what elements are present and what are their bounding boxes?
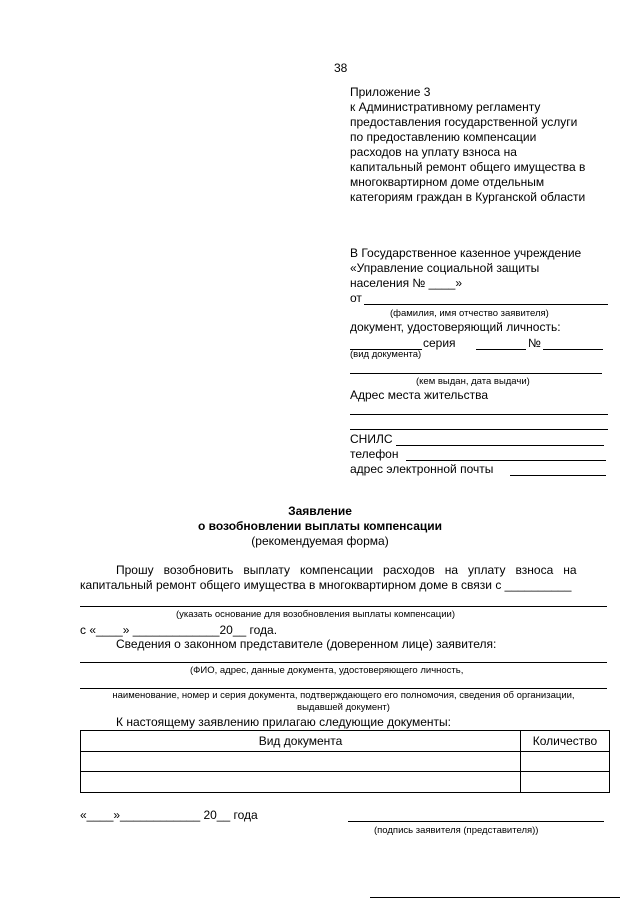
appendix-line: расходов на уплату взноса на: [350, 145, 517, 159]
table-header-row: [81, 731, 610, 752]
resume-date: с «____» _____________20__ года.: [80, 623, 278, 637]
appendix-line: к Административному регламенту: [350, 100, 541, 114]
issued-field[interactable]: [350, 373, 602, 374]
addressee-line: населения № ____»: [350, 276, 462, 290]
phone-label: телефон: [350, 447, 399, 461]
from-hint: (фамилия, имя отчество заявителя): [390, 308, 549, 319]
email-label: адрес электронной почты: [350, 462, 494, 476]
document-subtitle: о возобновлении выплаты компенсации: [197, 519, 443, 533]
table-row: [81, 772, 610, 793]
address-field-1[interactable]: [350, 414, 608, 415]
appendix-line: по предоставлению компенсации: [350, 130, 537, 144]
representative-label: Сведения о законном представителе (доверенном лице) заявителя:: [116, 637, 497, 651]
email-field[interactable]: [510, 475, 606, 476]
table-cell-doc-type[interactable]: [81, 772, 521, 793]
column-header-doc-type: Вид документа: [81, 731, 521, 752]
attachments-label: К настоящему заявлению прилагаю следующие документы:: [116, 715, 452, 729]
page-number: 38: [334, 61, 348, 75]
reason-field[interactable]: [80, 606, 607, 607]
issued-hint: (кем выдан, дата выдачи): [416, 376, 530, 387]
form-note: (рекомендуемая форма): [251, 534, 389, 548]
series-field[interactable]: [476, 349, 526, 350]
representative-hint: выдавшей документ): [297, 702, 390, 713]
representative-hint: (ФИО, адрес, данные документа, удостоверяющего личность,: [190, 665, 464, 676]
snils-field[interactable]: [396, 445, 604, 446]
appendix-line: капитальный ремонт общего имущества в: [350, 160, 586, 174]
address-label: Адрес места жительства: [350, 388, 489, 402]
document-title: Заявление: [288, 504, 352, 518]
addressee-line: «Управление социальной защиты: [350, 261, 540, 275]
representative-field-2[interactable]: [80, 688, 607, 689]
signature-hint: (подпись заявителя (представителя)): [374, 825, 539, 836]
appendix-line: многоквартирном доме отдельным: [350, 175, 545, 189]
number-label: №: [528, 336, 541, 350]
address-field-2[interactable]: [350, 429, 608, 430]
appendix-line: предоставления государственной услуги: [350, 115, 578, 129]
table-cell-quantity[interactable]: [521, 772, 610, 793]
appendix-line: Приложение 3: [350, 85, 431, 99]
request-text-line1: Прошу возобновить выплату компенсации расходов на уплату взноса на: [116, 563, 577, 577]
phone-field[interactable]: [406, 460, 606, 461]
addressee-line: В Государственное казенное учреждение: [350, 246, 582, 260]
series-label: серия: [423, 336, 456, 350]
documents-table: [80, 730, 610, 793]
from-label: от: [350, 291, 362, 305]
doc-type-hint: (вид документа): [350, 349, 422, 360]
id-doc-label: документ, удостоверяющий личность:: [350, 320, 561, 334]
table-cell-quantity[interactable]: [521, 752, 610, 772]
representative-hint: наименование, номер и серия документа, подтверждающего его полномочия, сведения об организации,: [112, 690, 575, 701]
from-field[interactable]: [364, 304, 608, 305]
signature-field[interactable]: [348, 821, 604, 822]
appendix-line: категориям граждан в Курганской области: [350, 190, 586, 204]
representative-field-1[interactable]: [80, 662, 607, 663]
reason-hint: (указать основание для возобновления выплаты компенсации): [176, 609, 456, 620]
number-field[interactable]: [543, 349, 603, 350]
column-header-quantity: Количество: [521, 731, 610, 752]
table-cell-doc-type[interactable]: [81, 752, 521, 772]
table-row: [81, 752, 610, 772]
page-bottom-rule: [370, 897, 620, 898]
snils-label: СНИЛС: [350, 432, 393, 446]
signature-date: «____»____________ 20__ года: [80, 808, 258, 822]
request-text-line2: капитальный ремонт общего имущества в многоквартирном доме в связи с __________: [80, 578, 572, 592]
